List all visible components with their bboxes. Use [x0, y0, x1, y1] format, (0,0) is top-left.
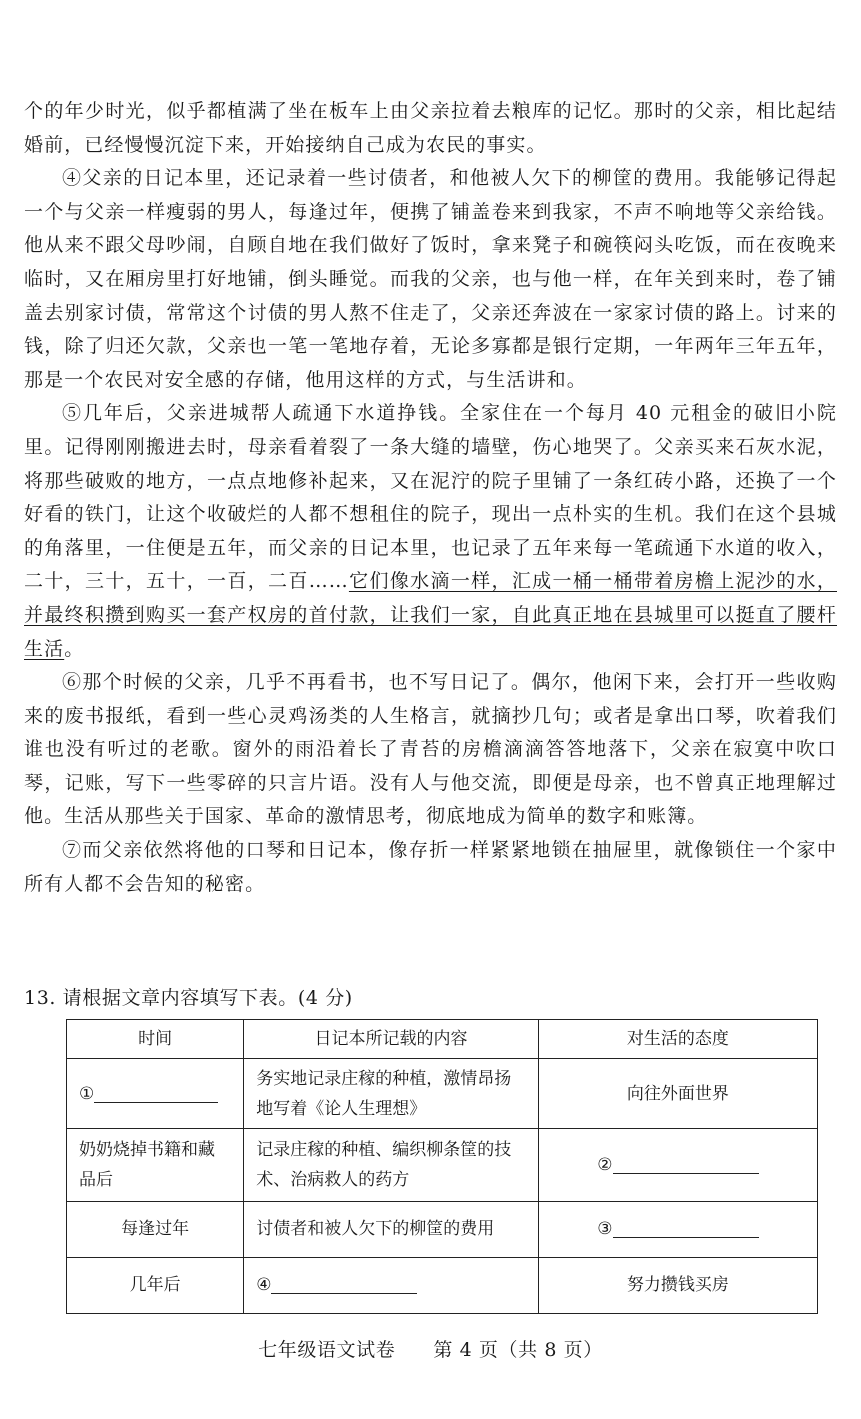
answer-blank-1[interactable] [94, 1080, 218, 1103]
paragraph-5 [24, 397, 837, 666]
table-row [67, 1059, 818, 1129]
question-13: 13. 请根据文章内容填写下表。(4 分) [24, 987, 353, 1009]
cell-content-1: 务实地记录庄稼的种植，激情昂扬地写着《论人生理想》 [244, 1059, 539, 1129]
blank-marker-4: ④ [256, 1275, 272, 1296]
cell-attitude-3[interactable] [538, 1201, 817, 1257]
underlined-sentence: 它们像水滴一样，汇成一桶一桶带着房檐上泥沙的水，并最终积攒到购买一套产权房的首付款，让我们一家，自此真正地在县城里可以挺直了腰杆生活 [24, 570, 837, 660]
answer-blank-4[interactable] [271, 1271, 417, 1294]
header-attitude: 对生活的态度 [538, 1020, 817, 1059]
table-header-row [67, 1020, 818, 1059]
exam-title: 七年级语文试卷 [258, 1339, 396, 1361]
header-content: 日记本所记载的内容 [244, 1020, 539, 1059]
blank-marker-3: ③ [597, 1219, 613, 1240]
answer-table [66, 1019, 818, 1314]
blank-marker-2: ② [597, 1154, 613, 1175]
paragraph-7: ⑦而父亲依然将他的口琴和日记本，像存折一样紧紧地锁在抽屉里，就像锁住一个家中所有人都不会告知的秘密。 [24, 839, 837, 895]
cell-content-2: 记录庄稼的种植、编织柳条筐的技术、治病救人的药方 [244, 1129, 539, 1201]
page-footer [0, 1335, 861, 1362]
table-row [67, 1129, 818, 1201]
paragraph-3-tail: 个的年少时光，似乎都植满了坐在板车上由父亲拉着去粮库的记忆。那时的父亲，相比起结婚前，已经慢慢沉淀下来，开始接纳自己成为农民的事实。 [24, 100, 837, 156]
page-number: 第 4 页（共 8 页） [433, 1339, 603, 1361]
cell-content-3: 讨债者和被人欠下的柳筐的费用 [244, 1201, 539, 1257]
answer-blank-3[interactable] [613, 1215, 759, 1238]
cell-time-2: 奶奶烧掉书籍和藏品后 [67, 1129, 244, 1201]
answer-blank-2[interactable] [613, 1151, 759, 1174]
cell-time-4: 几年后 [67, 1257, 244, 1313]
header-time: 时间 [67, 1020, 244, 1059]
cell-content-4[interactable] [244, 1257, 539, 1313]
paragraph-4: ④父亲的日记本里，还记录着一些讨债者，和他被人欠下的柳筐的费用。我能够记得起一个与父亲一样瘦弱的男人，每逢过年，便携了铺盖卷来到我家，不声不响地等父亲给钱。他从来不跟父母吵闹，自顾自地在我们做好了饭时，拿来凳子和碗筷闷头吃饭，而在夜晚来临时，又在厢房里打好地铺，倒头睡觉。而我的父亲，也与他一样，在年关到来时，卷了铺盖去别家讨债，常常这个讨债的男人熬不住走了，父亲还奔波在一家家讨债的路上。讨来的钱，除了归还欠款，父亲也一笔一笔地存着，无论多寡都是银行定期，一年两年三年五年，那是一个农民对安全感的存储，他用这样的方式，与生活讲和。 [24, 167, 837, 391]
table-row [67, 1257, 818, 1313]
table-row [67, 1201, 818, 1257]
paragraph-5-text: ⑤几年后，父亲进城帮人疏通下水道挣钱。全家住在一个每月 40 元租金的破旧小院里。记得刚刚搬进去时，母亲看着裂了一条大缝的墙壁，伤心地哭了。父亲买来石灰水泥，将那些破败的地方，一点点地修补起来，又在泥泞的院子里铺了一条红砖小路，还换了一个好看的铁门，让这个收破烂的人都不想租住的院子，现出一点朴实的生机。我们在这个县城的角落里，一住便是五年，而父亲的日记本里，也记录了五年来每一笔疏通下水道的收入，二十，三十，五十，一百，二百…… [24, 402, 837, 593]
paragraph-5-end: 。 [64, 637, 85, 660]
cell-attitude-1: 向往外面世界 [538, 1059, 817, 1129]
cell-time-1[interactable] [67, 1059, 244, 1129]
cell-attitude-2[interactable] [538, 1129, 817, 1201]
cell-attitude-4: 努力攒钱买房 [538, 1257, 817, 1313]
paragraph-6: ⑥那个时候的父亲，几乎不再看书，也不写日记了。偶尔，他闲下来，会打开一些收购来的废书报纸，看到一些心灵鸡汤类的人生格言，就摘抄几句；或者是拿出口琴，吹着我们谁也没有听过的老歌。窗外的雨沿着长了青苔的房檐滴滴答答地落下，父亲在寂寞中吹口琴，记账，写下一些零碎的只言片语。没有人与他交流，即便是母亲，也不曾真正地理解过他。生活从那些关于国家、革命的激情思考，彻底地成为简单的数字和账簿。 [24, 671, 837, 828]
reading-passage [24, 95, 837, 901]
cell-time-3: 每逢过年 [67, 1201, 244, 1257]
blank-marker-1: ① [79, 1083, 95, 1104]
